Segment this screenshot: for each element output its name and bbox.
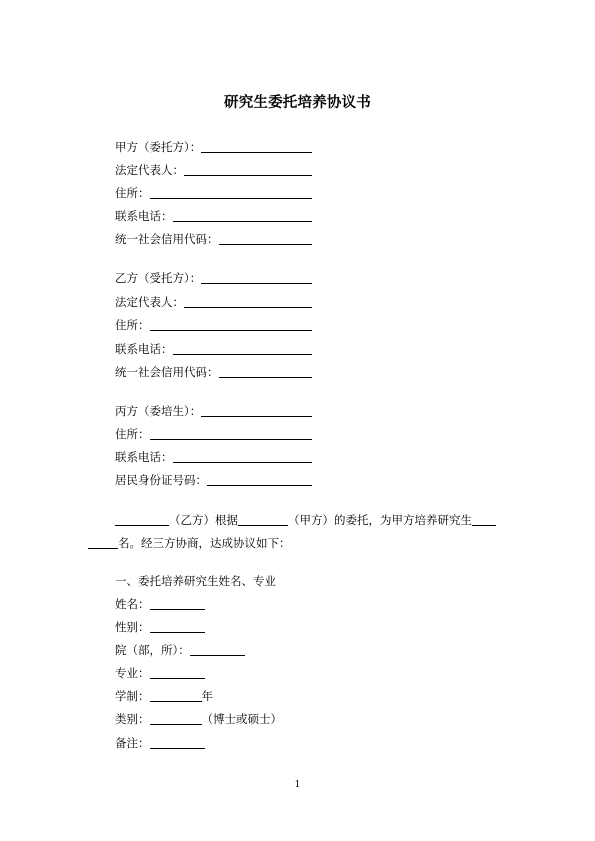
section-1-heading: 一、委托培养研究生姓名、专业 (115, 574, 276, 588)
party-c-label: 丙方（委培生）： (115, 404, 202, 418)
student-name-field (115, 597, 205, 611)
party-c-id-label: 居民身份证号码： (115, 473, 207, 487)
party-b-blank[interactable] (201, 271, 312, 284)
student-remark-field (115, 736, 205, 750)
student-duration-unit: 年 (201, 689, 213, 703)
student-count-blank-start[interactable] (472, 513, 496, 526)
party-c-id-blank[interactable] (207, 473, 312, 486)
party-a-address-label: 住所： (115, 186, 150, 200)
student-type-field (115, 712, 282, 726)
intro-part2: （甲方）的委托，为甲方培养研究生 (288, 513, 472, 527)
student-type-label: 类别： (115, 712, 150, 726)
party-b-address-blank[interactable] (150, 318, 313, 331)
student-type-note: （博士或硕士） (201, 712, 282, 726)
party-b-phone-label: 联系电话： (115, 342, 173, 356)
student-gender-label: 性别： (115, 620, 150, 634)
student-gender-blank[interactable] (150, 620, 205, 633)
party-a-phone-label: 联系电话： (115, 209, 173, 223)
party-b-phone-field (115, 338, 312, 356)
student-type-blank[interactable] (150, 712, 202, 725)
student-dept-field (115, 643, 245, 657)
student-major-field (115, 666, 205, 680)
student-duration-field (115, 689, 213, 703)
student-duration-label: 学制： (115, 689, 150, 703)
intro-line-2 (88, 536, 291, 550)
party-c-field (115, 400, 312, 418)
party-b-rep-field (115, 291, 312, 309)
student-major-label: 专业： (115, 666, 150, 680)
party-a-credit-blank[interactable] (219, 232, 313, 245)
student-remark-label: 备注： (115, 736, 150, 750)
party-b-field (115, 267, 312, 285)
document-title: 研究生委托培养协议书 (224, 94, 371, 111)
party-c-phone-label: 联系电话： (115, 450, 173, 464)
party-b-phone-blank[interactable] (173, 342, 313, 355)
page-number: 1 (294, 780, 301, 790)
party-a-rep-field (115, 159, 312, 177)
party-a-phone-field (115, 205, 312, 223)
party-a-rep-label: 法定代表人： (115, 163, 184, 177)
student-count-blank-end[interactable] (88, 536, 118, 549)
student-remark-blank[interactable] (150, 736, 205, 749)
party-c-phone-blank[interactable] (173, 450, 313, 463)
party-b-rep-blank[interactable] (184, 295, 312, 308)
student-name-label: 姓名： (115, 597, 150, 611)
party-b-credit-field (115, 361, 312, 379)
party-c-blank[interactable] (201, 404, 312, 417)
party-a-name-blank[interactable] (238, 513, 288, 526)
student-dept-blank[interactable] (190, 643, 245, 656)
party-a-blank[interactable] (201, 140, 312, 153)
party-c-address-field (115, 423, 312, 441)
intro-line-1 (115, 513, 496, 527)
party-b-address-label: 住所： (115, 318, 150, 332)
student-dept-label: 院（部，所）： (115, 643, 190, 657)
student-duration-blank[interactable] (150, 689, 202, 702)
party-b-name-blank[interactable] (115, 513, 169, 526)
party-a-phone-blank[interactable] (173, 209, 313, 222)
party-b-credit-blank[interactable] (219, 365, 313, 378)
party-c-phone-field (115, 446, 312, 464)
party-a-rep-blank[interactable] (184, 163, 312, 176)
student-major-blank[interactable] (150, 666, 205, 679)
intro-part1: （乙方）根据 (169, 513, 238, 527)
party-a-address-blank[interactable] (150, 186, 313, 199)
party-a-address-field (115, 182, 312, 200)
party-b-label: 乙方（受托方）： (115, 271, 202, 285)
party-c-address-blank[interactable] (150, 427, 313, 440)
party-b-credit-label: 统一社会信用代码： (115, 365, 219, 379)
party-a-credit-field (115, 228, 312, 246)
party-a-label: 甲方（委托方）： (115, 140, 202, 154)
party-a-field (115, 136, 312, 154)
party-a-credit-label: 统一社会信用代码： (115, 232, 219, 246)
student-gender-field (115, 620, 205, 634)
student-name-blank[interactable] (150, 597, 205, 610)
party-c-address-label: 住所： (115, 427, 150, 441)
party-b-rep-label: 法定代表人： (115, 295, 184, 309)
party-b-address-field (115, 314, 312, 332)
intro-part3: 名。经三方协商，达成协议如下： (118, 536, 291, 550)
party-c-id-field (115, 469, 312, 487)
